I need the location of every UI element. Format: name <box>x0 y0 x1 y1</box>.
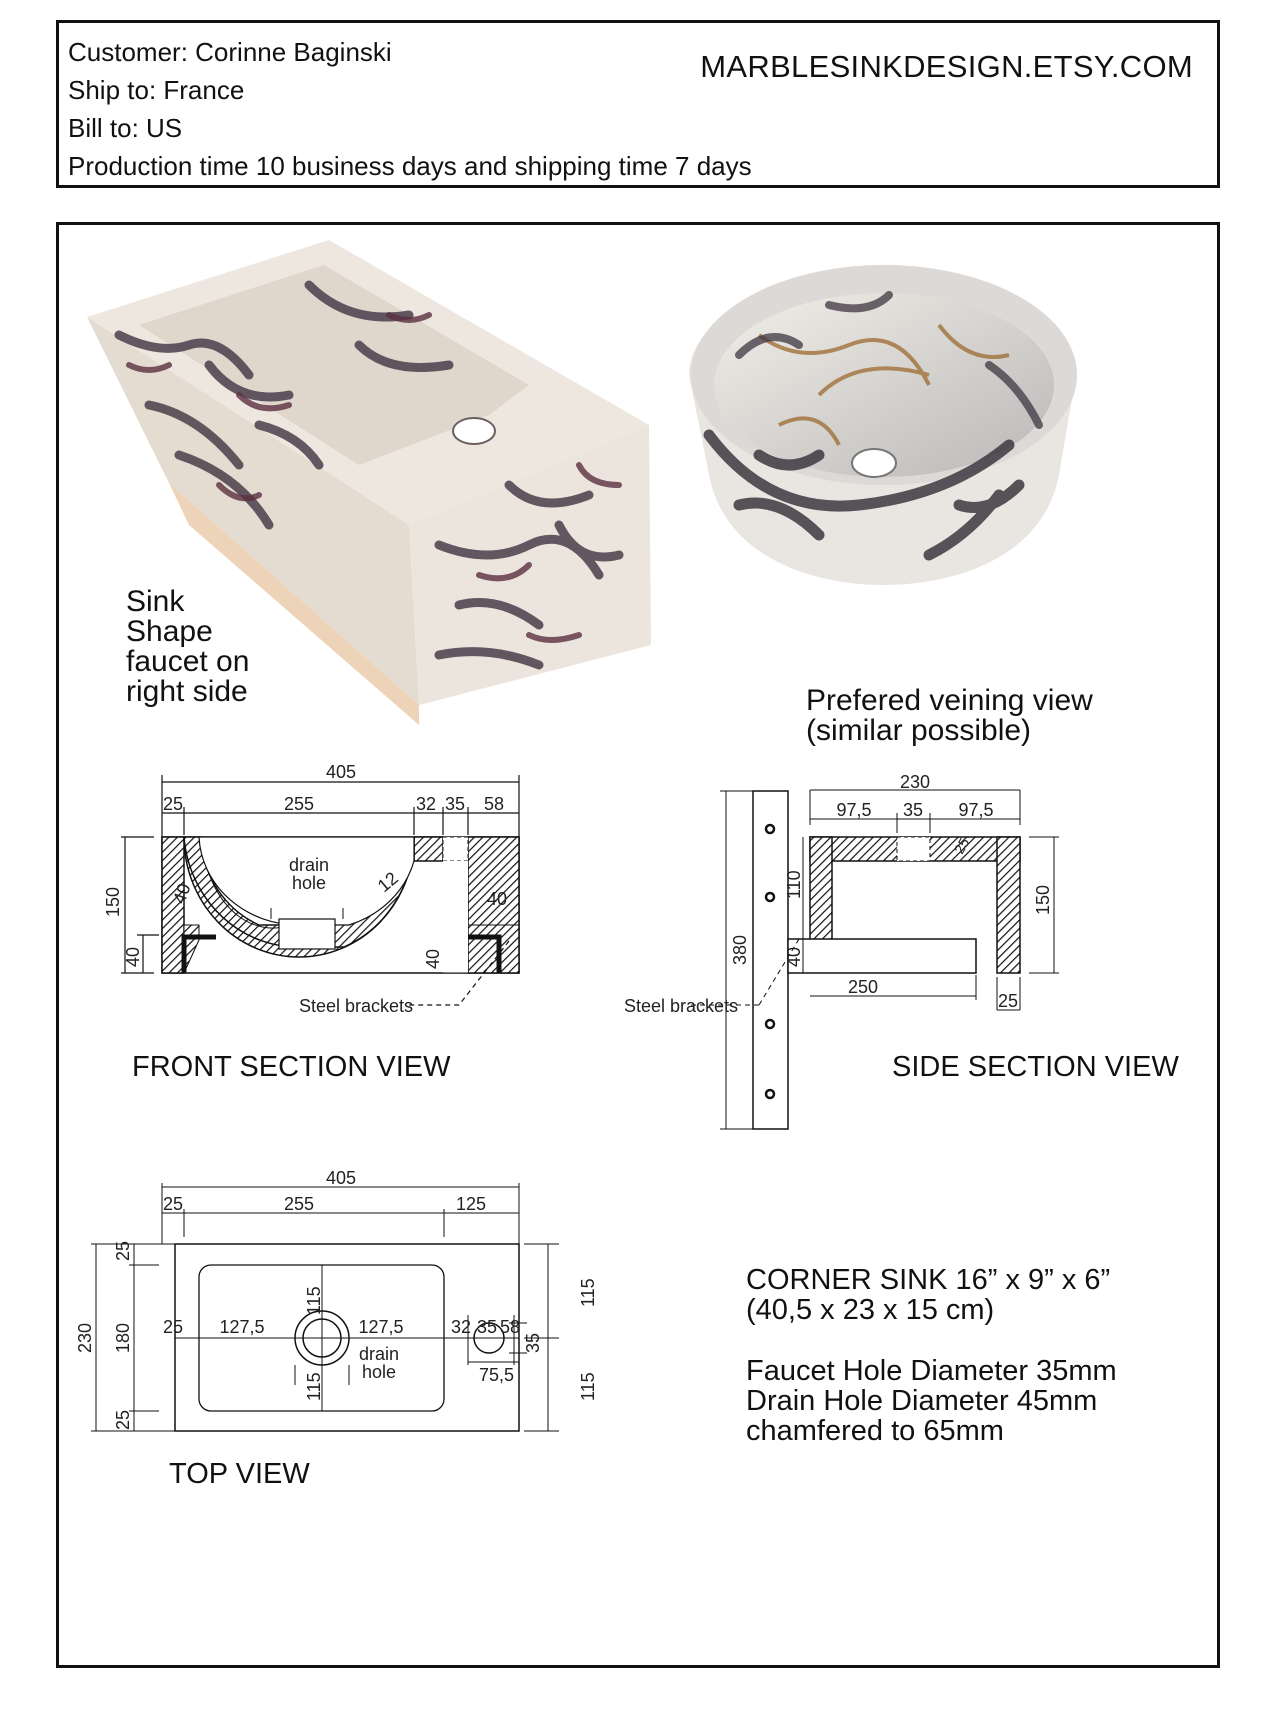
top-dim-left: 25 <box>163 1194 184 1214</box>
front-bracket-label: Steel brackets <box>299 996 414 1016</box>
front-dim-40-inner: 40 <box>168 880 195 907</box>
front-dim-40-mid: 40 <box>423 948 443 969</box>
front-dim-35: 35 <box>445 794 466 814</box>
side-dim-40: 40 <box>784 946 804 967</box>
front-dim-40-right: 40 <box>487 889 508 909</box>
front-dim-12: 12 <box>373 867 402 897</box>
top-view-drawing <box>91 1183 559 1431</box>
top-dim-bot25: 25 <box>113 1409 133 1430</box>
top-dim-f35: 35 <box>523 1332 543 1353</box>
front-dim-basin: 255 <box>283 794 315 814</box>
top-dim-total: 405 <box>325 1168 357 1188</box>
front-section-title: FRONT SECTION VIEW <box>132 1051 451 1083</box>
sink-caption-line2: Shape <box>126 615 213 648</box>
top-dim-right: 125 <box>455 1194 487 1214</box>
side-dim-110: 110 <box>784 870 804 899</box>
bill-to-line: Bill to: US <box>68 113 183 143</box>
front-dim-32: 32 <box>416 794 437 814</box>
side-dim-97a: 97,5 <box>836 800 872 820</box>
top-dim-depth: 230 <box>75 1322 95 1353</box>
customer-line: Customer: Corinne Baginski <box>68 37 392 67</box>
front-section-body <box>162 837 519 1005</box>
top-dim-75: 75,5 <box>479 1365 515 1385</box>
top-dim-r115b: 115 <box>578 1372 598 1401</box>
ship-to-line: Ship to: France <box>68 75 245 105</box>
drawing-canvas <box>59 225 1217 1665</box>
top-dim-inner: 180 <box>113 1322 133 1353</box>
drawing-sheet <box>56 222 1220 1668</box>
front-dim-40-left: 40 <box>123 946 143 967</box>
top-drain-label-1: drain <box>358 1344 400 1364</box>
side-dim-250: 250 <box>847 977 879 997</box>
spec-drain-hole: Drain Hole Diameter 45mm <box>746 1385 1098 1417</box>
top-dim-r115a: 115 <box>578 1278 598 1307</box>
top-dim-58: 58 <box>500 1317 521 1337</box>
spec-faucet-hole: Faucet Hole Diameter 35mm <box>746 1355 1117 1387</box>
top-dim-basin: 255 <box>283 1194 315 1214</box>
sink-caption-line3: faucet on <box>126 645 250 678</box>
top-dim-115b: 115 <box>304 1372 324 1401</box>
side-dim-25-small: 25 <box>950 835 973 857</box>
top-dim-top25: 25 <box>113 1240 133 1261</box>
front-dim-height: 150 <box>103 886 123 917</box>
sink-caption-line1: Sink <box>126 585 185 618</box>
front-dim-left: 25 <box>163 794 184 814</box>
top-drain-label-2: hole <box>361 1362 397 1382</box>
side-dim-150: 150 <box>1033 884 1053 915</box>
spec-chamfer: chamfered to 65mm <box>746 1415 1004 1447</box>
top-dim-32: 32 <box>451 1317 472 1337</box>
top-dim-127b: 127,5 <box>358 1317 404 1337</box>
side-dim-25: 25 <box>998 991 1019 1011</box>
top-dim-35: 35 <box>477 1317 498 1337</box>
bowl-caption-line2: (similar possible) <box>806 714 1032 747</box>
top-dim-l25: 25 <box>163 1317 184 1337</box>
spec-size-metric: (40,5 x 23 x 15 cm) <box>746 1294 995 1326</box>
sink-caption-line4: right side <box>126 675 248 708</box>
top-view-title: TOP VIEW <box>169 1458 310 1490</box>
website-label: MARBLESINKDESIGN.ETSY.COM <box>700 49 1193 84</box>
spec-size-imperial: CORNER SINK 16” x 9” x 6” <box>746 1264 1111 1296</box>
side-dim-380: 380 <box>730 934 750 965</box>
front-dim-58: 58 <box>484 794 505 814</box>
front-dim-total: 405 <box>325 762 357 782</box>
side-dim-97b: 97,5 <box>958 800 994 820</box>
side-dim-35: 35 <box>902 800 924 820</box>
front-drain-label-1: drain <box>288 855 330 875</box>
side-dim-total: 230 <box>899 772 931 792</box>
production-line: Production time 10 business days and shipping time 7 days <box>68 151 752 181</box>
side-section-title: SIDE SECTION VIEW <box>892 1051 1179 1083</box>
top-dim-115a: 115 <box>304 1286 324 1315</box>
top-dim-127a: 127,5 <box>219 1317 265 1337</box>
round-bowl-photo <box>689 265 1077 585</box>
bowl-caption-line1: Prefered veining view <box>806 684 1093 717</box>
order-info-box <box>56 20 1220 188</box>
side-bracket-label: Steel brackets <box>624 996 739 1016</box>
front-drain-label-2: hole <box>291 873 327 893</box>
